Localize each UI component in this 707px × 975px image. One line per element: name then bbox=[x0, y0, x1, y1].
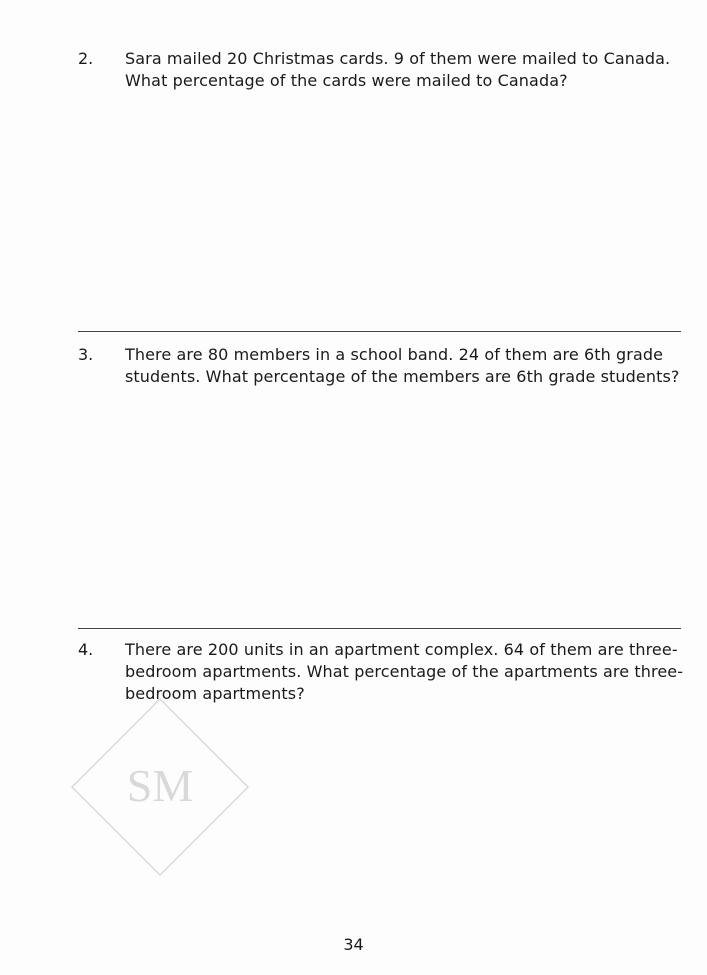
problem-text bbox=[125, 344, 680, 388]
problem-number: 2. bbox=[78, 49, 94, 68]
watermark-diamond-icon bbox=[70, 697, 250, 877]
problem-line: bedroom apartments. What percentage of the apartments are three- bbox=[125, 662, 684, 681]
problem-number: 4. bbox=[78, 640, 94, 659]
problem-line: There are 80 members in a school band. 24 of them are 6th grade bbox=[125, 345, 664, 364]
problem-number: 3. bbox=[78, 345, 94, 364]
problem-line: There are 200 units in an apartment complex. 64 of them are three- bbox=[125, 640, 678, 659]
sm-watermark-logo bbox=[70, 697, 250, 877]
section-divider bbox=[78, 331, 681, 332]
problem-line: students. What percentage of the members are 6th grade students? bbox=[125, 367, 680, 386]
problem-line: What percentage of the cards were mailed to Canada? bbox=[125, 71, 568, 90]
problem-text bbox=[125, 639, 684, 705]
problem-text bbox=[125, 48, 680, 92]
problem-line: bedroom apartments? bbox=[125, 684, 305, 703]
problem-line: Sara mailed 20 Christmas cards. 9 of them were mailed to Canada. bbox=[125, 49, 671, 68]
svg-text:SM: SM bbox=[126, 760, 194, 811]
page-number: 34 bbox=[343, 935, 364, 954]
section-divider bbox=[78, 628, 681, 629]
